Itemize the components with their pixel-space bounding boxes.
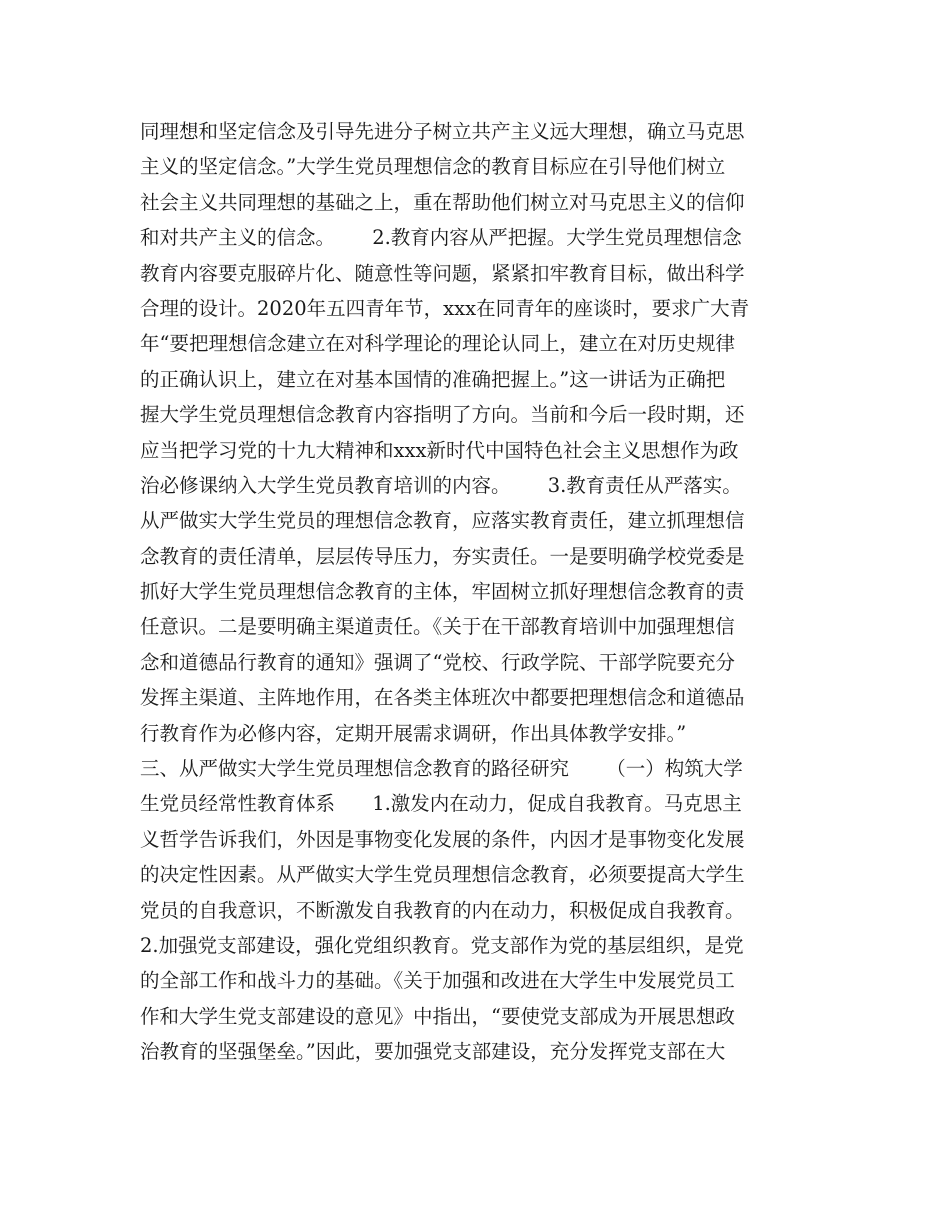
text-line: 党员的自我意识，不断激发自我教育的内在动力，积极促成自我教育。 xyxy=(140,898,745,922)
text-line: 治教育的坚强堡垒。”因此，要加强党支部建设，充分发挥党支部在大 xyxy=(140,1040,726,1064)
text-line: 教育内容要克服碎片化、随意性等问题，紧紧扣牢教育目标，做出科学 xyxy=(140,261,745,285)
text-line: 合理的设计。2020年五四青年节，xxx在同青年的座谈时，要求广大青 xyxy=(140,296,750,320)
text-line: 应当把学习党的十九大精神和xxx新时代中国特色社会主义思想作为政 xyxy=(140,438,739,462)
text-line: 作和大学生党支部建设的意见》中指出，“要使党支部成为开展思想政 xyxy=(140,1004,735,1028)
text-line: 发挥主渠道、主阵地作用，在各类主体班次中都要把理想信念和道德品 xyxy=(140,686,745,710)
text-line: 的全部工作和战斗力的基础。《关于加强和改进在大学生中发展党员工 xyxy=(140,969,735,993)
text-line: 社会主义共同理想的基础之上，重在帮助他们树立对马克思主义的信仰 xyxy=(140,190,745,214)
text-line: 任意识。二是要明确主渠道责任。《关于在干部教育培训中加强理想信 xyxy=(140,615,735,639)
text-line: 从严做实大学生党员的理想信念教育，应落实教育责任，建立抓理想信 xyxy=(140,509,745,533)
text-line: 生党员经常性教育体系 1.激发内在动力，促成自我教育。马克思主 xyxy=(140,792,742,816)
text-line: 和对共产主义的信念。 2.教育内容从严把握。大学生党员理想信念 xyxy=(140,226,742,250)
text-line: 2.加强党支部建设，强化党组织教育。党支部作为党的基层组织，是党 xyxy=(140,933,744,957)
section-heading-line: 三、从严做实大学生党员理想信念教育的路径研究 （一）构筑大学 xyxy=(140,757,743,781)
body-text xyxy=(140,114,830,1070)
text-line: 年“要把理想信念建立在对科学理论的理论认同上，建立在对历史规律 xyxy=(140,332,735,356)
text-line: 义哲学告诉我们，外因是事物变化发展的条件，内因才是事物变化发展 xyxy=(140,827,745,851)
text-line: 行教育作为必修内容，定期开展需求调研，作出具体教学安排。” xyxy=(140,721,687,745)
text-line: 治必修课纳入大学生党员教育培训的内容。 3.教育责任从严落实。 xyxy=(140,473,742,497)
text-line: 主义的坚定信念。”大学生党员理想信念的教育目标应在引导他们树立 xyxy=(140,155,726,179)
text-line: 念教育的责任清单，层层传导压力，夯实责任。一是要明确学校党委是 xyxy=(140,544,745,568)
text-line: 的决定性因素。从严做实大学生党员理想信念教育，必须要提高大学生 xyxy=(140,863,745,887)
text-line: 握大学生党员理想信念教育内容指明了方向。当前和今后一段时期，还 xyxy=(140,403,745,427)
text-line: 念和道德品行教育的通知》强调了“党校、行政学院、干部学院要充分 xyxy=(140,650,735,674)
text-line: 同理想和坚定信念及引导先进分子树立共产主义远大理想，确立马克思 xyxy=(140,120,745,143)
text-line: 的正确认识上，建立在对基本国情的准确把握上。”这一讲话为正确把 xyxy=(140,367,726,391)
text-line: 抓好大学生党员理想信念教育的主体，牢固树立抓好理想信念教育的责 xyxy=(140,580,745,604)
